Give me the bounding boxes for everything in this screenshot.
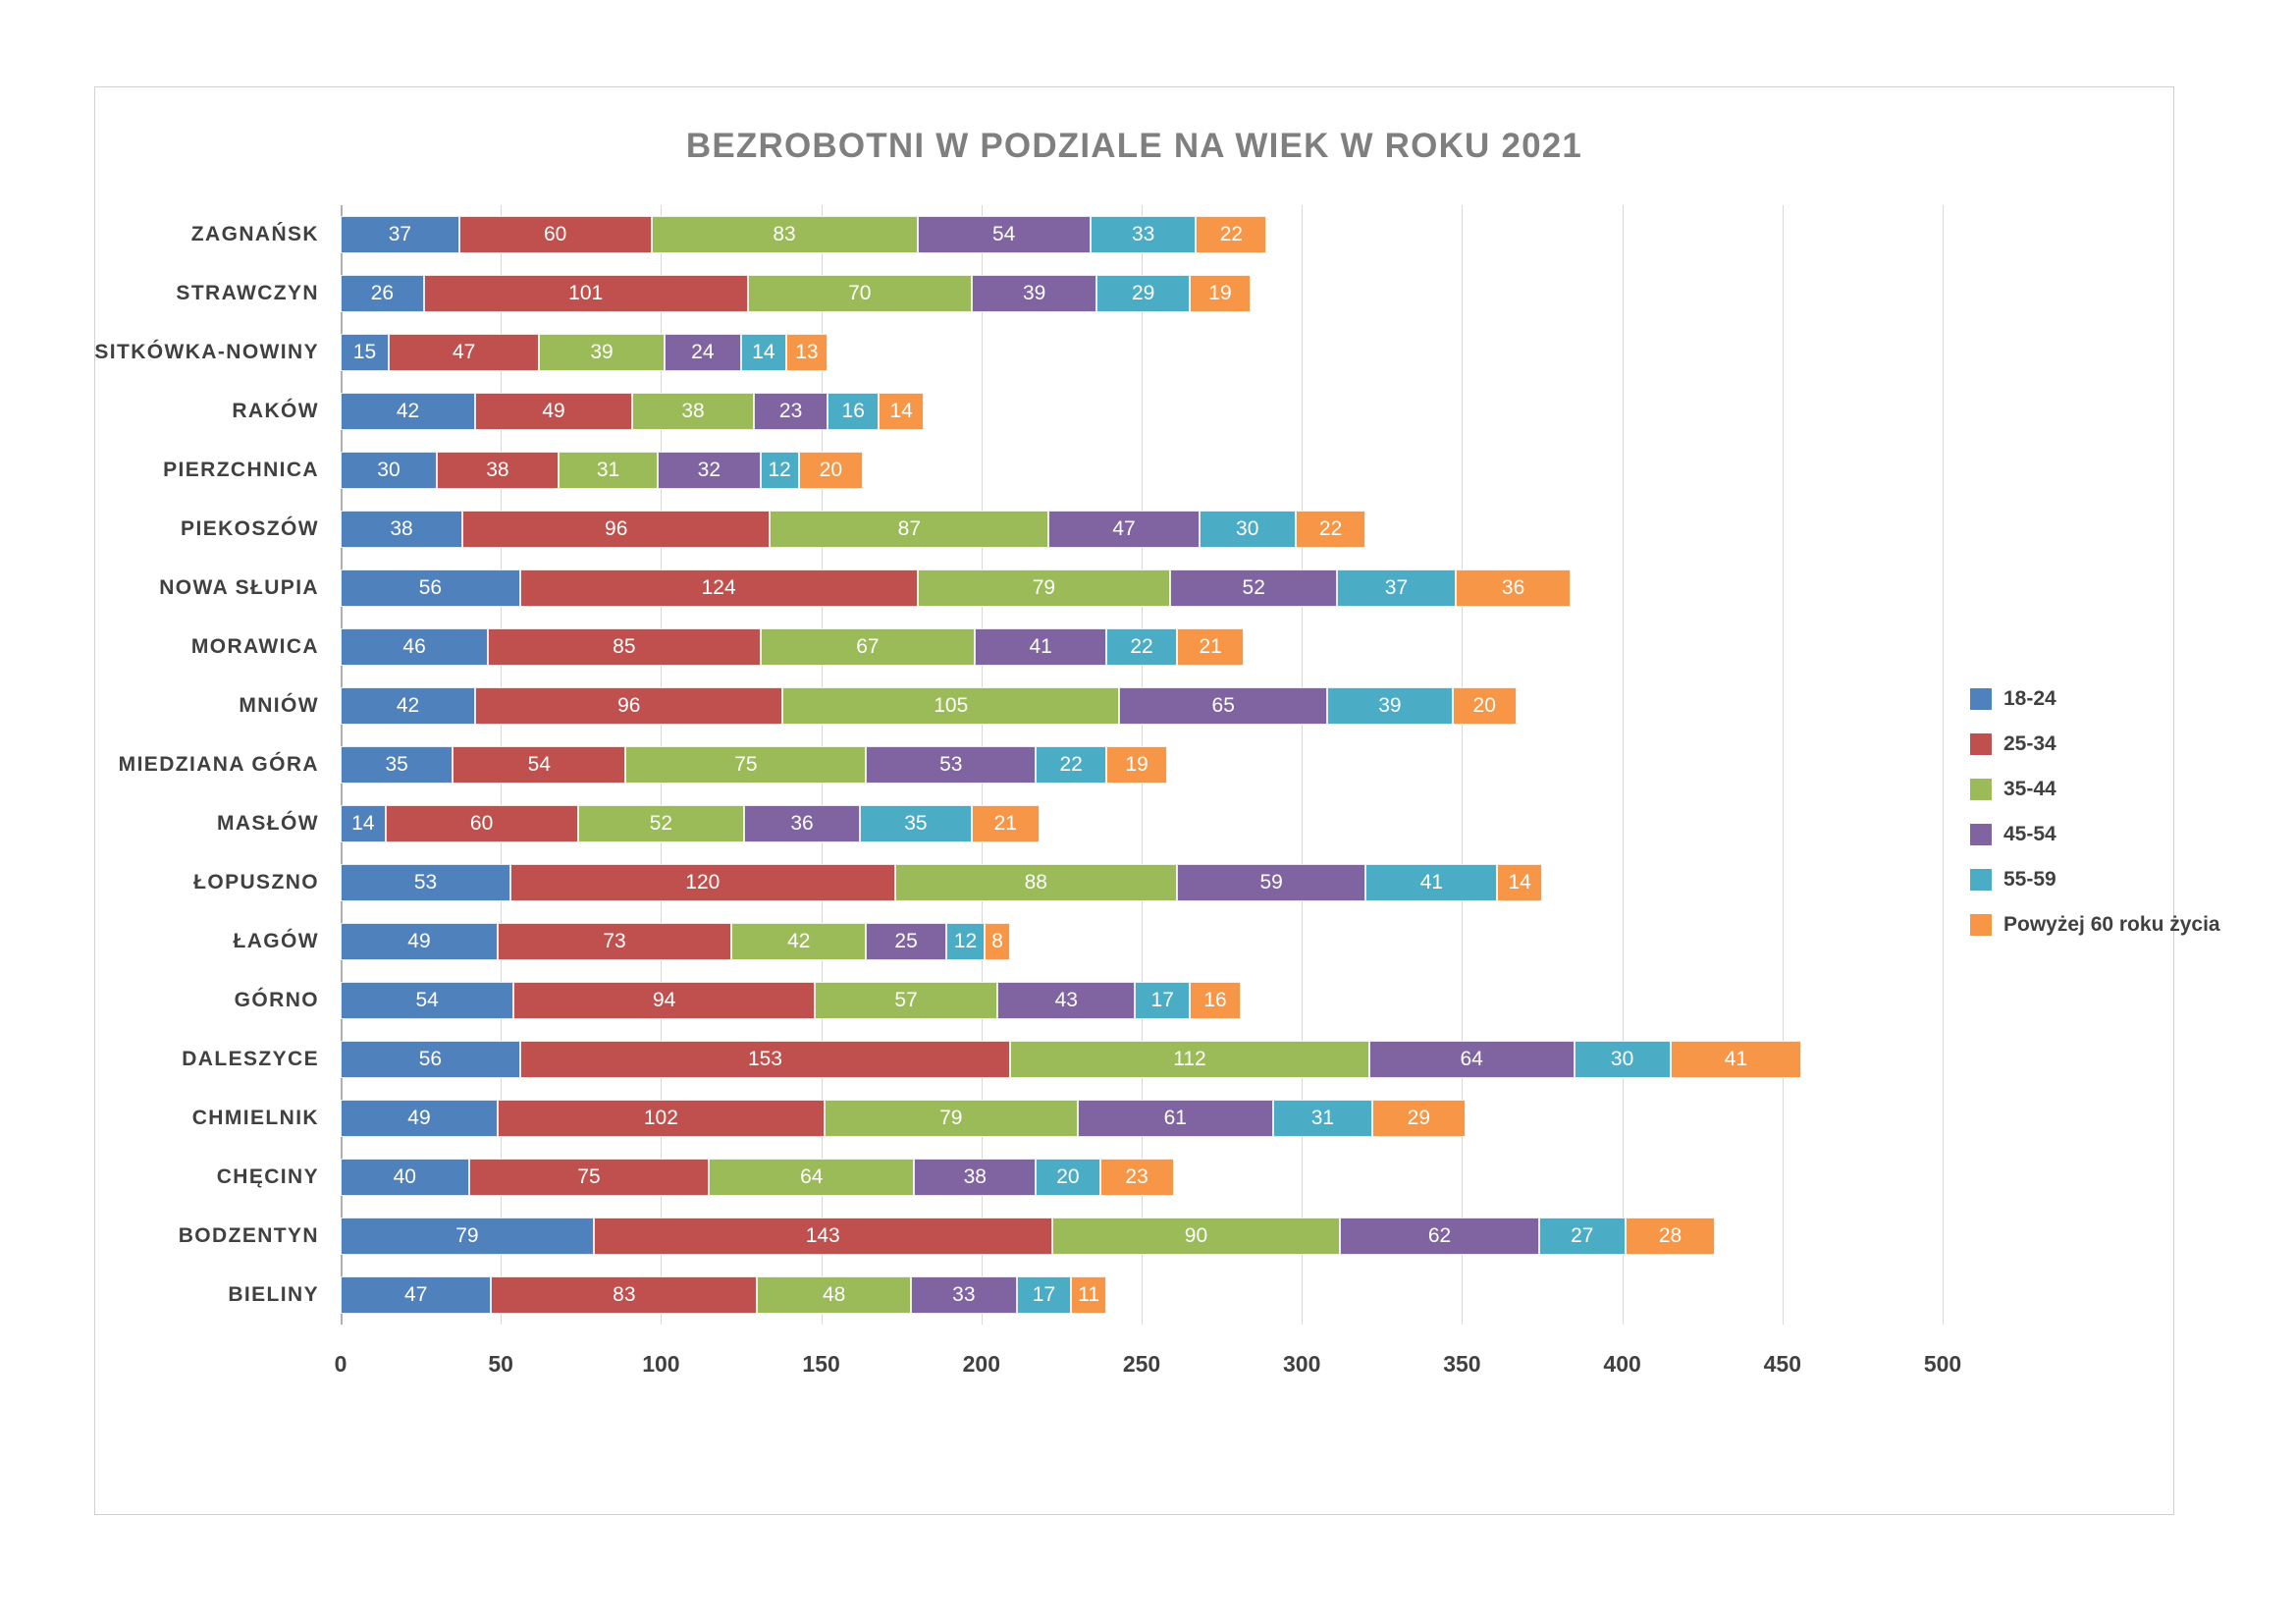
bar-segment: 41 bbox=[1671, 1041, 1802, 1078]
bar-segment: 43 bbox=[997, 982, 1135, 1019]
x-tick-label: 400 bbox=[1603, 1351, 1641, 1377]
category-label: SITKÓWKA-NOWINY bbox=[94, 340, 319, 363]
x-tick-label: 250 bbox=[1122, 1351, 1161, 1377]
bar-track bbox=[341, 805, 1943, 842]
bar-row bbox=[239, 687, 1943, 725]
bar-row bbox=[118, 746, 1943, 784]
bar-segment: 24 bbox=[665, 334, 741, 371]
bar-row bbox=[182, 1041, 1943, 1078]
bar-track bbox=[341, 628, 1943, 666]
bar-segment: 120 bbox=[510, 864, 895, 901]
bar-segment: 17 bbox=[1017, 1276, 1071, 1314]
legend-label: 25-34 bbox=[2003, 732, 2056, 755]
bar-segment: 105 bbox=[782, 687, 1119, 725]
category-label: STRAWCZYN bbox=[176, 281, 319, 304]
bar-segment: 75 bbox=[469, 1159, 710, 1196]
bar-segment: 22 bbox=[1196, 216, 1266, 253]
bar-segment: 53 bbox=[866, 746, 1036, 784]
bar-segment: 101 bbox=[424, 275, 748, 312]
bar-row bbox=[232, 393, 1943, 430]
legend-swatch-icon bbox=[1970, 688, 1992, 710]
bar-segment: 21 bbox=[1177, 628, 1245, 666]
legend-label: 18-24 bbox=[2003, 687, 2056, 710]
bar-segment: 85 bbox=[488, 628, 760, 666]
bar-segment: 143 bbox=[594, 1218, 1052, 1255]
gridline bbox=[1943, 205, 1944, 1325]
chart-container bbox=[94, 86, 2220, 1515]
bar-track bbox=[341, 216, 1943, 253]
bar-segment: 56 bbox=[341, 569, 520, 607]
bar-segment: 52 bbox=[578, 805, 745, 842]
bar-segment: 49 bbox=[341, 1100, 498, 1137]
bar-row bbox=[193, 864, 1943, 901]
bar-segment: 61 bbox=[1078, 1100, 1273, 1137]
bar-segment: 79 bbox=[918, 569, 1171, 607]
bar-segment: 19 bbox=[1106, 746, 1167, 784]
category-label: CHMIELNIK bbox=[191, 1106, 319, 1129]
bar-segment: 41 bbox=[1365, 864, 1497, 901]
bar-row bbox=[190, 628, 1943, 666]
bar-segment: 79 bbox=[825, 1100, 1078, 1137]
x-tick-label: 0 bbox=[334, 1351, 347, 1377]
bar-segment: 12 bbox=[761, 452, 799, 489]
category-label: NOWA SŁUPIA bbox=[159, 575, 319, 599]
bar-row bbox=[234, 982, 1943, 1019]
bar-track bbox=[341, 864, 1943, 901]
bar-segment: 62 bbox=[1340, 1218, 1538, 1255]
category-label: MORAWICA bbox=[190, 634, 319, 658]
bar-track bbox=[341, 511, 1943, 548]
plot-area bbox=[94, 205, 1962, 1383]
bar-segment: 33 bbox=[911, 1276, 1017, 1314]
bar-segment: 16 bbox=[1190, 982, 1241, 1019]
bar-segment: 36 bbox=[744, 805, 860, 842]
bar-segment: 22 bbox=[1106, 628, 1177, 666]
bar-segment: 54 bbox=[341, 982, 513, 1019]
x-tick-label: 350 bbox=[1443, 1351, 1481, 1377]
bar-segment: 35 bbox=[860, 805, 972, 842]
bar-segment: 65 bbox=[1119, 687, 1327, 725]
bar-segment: 54 bbox=[918, 216, 1091, 253]
bar-segment: 39 bbox=[972, 275, 1096, 312]
bar-row bbox=[216, 805, 1943, 842]
bar-segment: 83 bbox=[652, 216, 918, 253]
bar-segment: 42 bbox=[731, 923, 866, 960]
bar-segment: 12 bbox=[946, 923, 985, 960]
bar-segment: 20 bbox=[1036, 1159, 1099, 1196]
bar-segment: 33 bbox=[1091, 216, 1197, 253]
bar-track bbox=[341, 1159, 1943, 1196]
bar-segment: 26 bbox=[341, 275, 424, 312]
chart-legend bbox=[1970, 677, 2225, 947]
bar-track bbox=[341, 569, 1943, 607]
category-label: MIEDZIANA GÓRA bbox=[118, 752, 319, 776]
legend-label: 55-59 bbox=[2003, 868, 2056, 891]
bar-segment: 46 bbox=[341, 628, 488, 666]
bar-rows bbox=[94, 205, 1943, 1325]
legend-item[interactable] bbox=[1970, 767, 2225, 812]
bar-segment: 31 bbox=[1273, 1100, 1372, 1137]
bar-segment: 14 bbox=[879, 393, 924, 430]
bar-segment: 16 bbox=[828, 393, 879, 430]
category-label: ŁOPUSZNO bbox=[193, 870, 319, 893]
bar-segment: 49 bbox=[341, 923, 498, 960]
category-label: RAKÓW bbox=[232, 399, 319, 422]
bar-segment: 70 bbox=[748, 275, 972, 312]
bar-segment: 60 bbox=[459, 216, 652, 253]
bar-row bbox=[233, 923, 1943, 960]
x-tick-label: 200 bbox=[962, 1351, 1000, 1377]
bar-row bbox=[176, 275, 1943, 312]
bar-segment: 29 bbox=[1372, 1100, 1466, 1137]
legend-swatch-icon bbox=[1970, 779, 1992, 800]
bar-segment: 22 bbox=[1296, 511, 1366, 548]
bar-segment: 39 bbox=[1327, 687, 1452, 725]
bar-segment: 47 bbox=[1048, 511, 1199, 548]
bar-segment: 41 bbox=[975, 628, 1106, 666]
legend-label: Powyżej 60 roku życia bbox=[2003, 913, 2220, 936]
bar-segment: 96 bbox=[475, 687, 782, 725]
bar-segment: 38 bbox=[914, 1159, 1036, 1196]
bar-segment: 90 bbox=[1052, 1218, 1341, 1255]
bar-track bbox=[341, 452, 1943, 489]
bar-row bbox=[178, 1218, 1943, 1255]
bar-segment: 56 bbox=[341, 1041, 520, 1078]
bar-segment: 52 bbox=[1170, 569, 1337, 607]
bar-segment: 94 bbox=[513, 982, 815, 1019]
legend-swatch-icon bbox=[1970, 824, 1992, 845]
bar-segment: 38 bbox=[437, 452, 559, 489]
bar-track bbox=[341, 1276, 1943, 1314]
bar-segment: 37 bbox=[1337, 569, 1456, 607]
category-label: DALESZYCE bbox=[182, 1047, 319, 1070]
bar-segment: 79 bbox=[341, 1218, 594, 1255]
bar-segment: 17 bbox=[1135, 982, 1189, 1019]
bar-segment: 37 bbox=[341, 216, 459, 253]
bar-segment: 39 bbox=[539, 334, 664, 371]
category-label: MASŁÓW bbox=[216, 811, 319, 835]
bar-segment: 42 bbox=[341, 687, 475, 725]
bar-segment: 23 bbox=[1100, 1159, 1174, 1196]
bar-segment: 14 bbox=[1497, 864, 1542, 901]
bar-track bbox=[341, 1218, 1943, 1255]
bar-segment: 47 bbox=[341, 1276, 491, 1314]
bar-segment: 25 bbox=[866, 923, 946, 960]
bar-segment: 27 bbox=[1539, 1218, 1626, 1255]
bar-segment: 20 bbox=[1453, 687, 1517, 725]
bar-segment: 38 bbox=[632, 393, 754, 430]
category-label: MNIÓW bbox=[239, 693, 319, 717]
category-label: BODZENTYN bbox=[178, 1223, 319, 1247]
legend-item[interactable] bbox=[1970, 857, 2225, 902]
bar-track bbox=[341, 1041, 1943, 1078]
bar-track bbox=[341, 746, 1943, 784]
bar-row bbox=[181, 511, 1943, 548]
bar-segment: 19 bbox=[1190, 275, 1251, 312]
bar-row bbox=[159, 569, 1943, 607]
category-label: ZAGNAŃSK bbox=[190, 222, 319, 245]
bar-row bbox=[163, 452, 1943, 489]
legend-swatch-icon bbox=[1970, 869, 1992, 891]
bar-segment: 23 bbox=[754, 393, 828, 430]
category-label: PIEKOSZÓW bbox=[181, 516, 319, 540]
bar-segment: 153 bbox=[520, 1041, 1010, 1078]
bar-segment: 75 bbox=[625, 746, 866, 784]
bar-track bbox=[341, 982, 1943, 1019]
legend-label: 45-54 bbox=[2003, 823, 2056, 845]
bar-segment: 57 bbox=[815, 982, 997, 1019]
x-tick-label: 450 bbox=[1763, 1351, 1801, 1377]
bar-segment: 124 bbox=[520, 569, 918, 607]
category-label: PIERZCHNICA bbox=[163, 458, 319, 481]
bar-track bbox=[341, 687, 1943, 725]
legend-label: 35-44 bbox=[2003, 778, 2056, 800]
bar-segment: 42 bbox=[341, 393, 475, 430]
bar-segment: 22 bbox=[1036, 746, 1106, 784]
bar-segment: 73 bbox=[498, 923, 731, 960]
x-tick-label: 500 bbox=[1923, 1351, 1962, 1377]
x-tick-label: 150 bbox=[802, 1351, 840, 1377]
x-tick-label: 300 bbox=[1283, 1351, 1321, 1377]
bar-track bbox=[341, 334, 1943, 371]
bar-row bbox=[228, 1276, 1943, 1314]
bar-segment: 83 bbox=[491, 1276, 757, 1314]
category-label: CHĘCINY bbox=[216, 1164, 319, 1188]
bar-segment: 30 bbox=[341, 452, 437, 489]
category-label: GÓRNO bbox=[234, 988, 319, 1011]
legend-item[interactable] bbox=[1970, 677, 2225, 722]
x-tick-label: 100 bbox=[642, 1351, 680, 1377]
bar-track bbox=[341, 275, 1943, 312]
bar-segment: 20 bbox=[799, 452, 863, 489]
bar-segment: 59 bbox=[1177, 864, 1366, 901]
bar-segment: 14 bbox=[741, 334, 786, 371]
x-tick-label: 50 bbox=[488, 1351, 513, 1377]
bar-segment: 102 bbox=[498, 1100, 825, 1137]
bar-segment: 60 bbox=[386, 805, 578, 842]
bar-segment: 11 bbox=[1071, 1276, 1106, 1314]
chart-title: BEZROBOTNI W PODZIALE NA WIEK W ROKU 2021 bbox=[685, 127, 1583, 165]
bar-segment: 47 bbox=[389, 334, 539, 371]
bar-segment: 29 bbox=[1096, 275, 1190, 312]
bar-segment: 88 bbox=[895, 864, 1177, 901]
bar-segment: 21 bbox=[972, 805, 1040, 842]
bar-segment: 28 bbox=[1626, 1218, 1715, 1255]
bar-segment: 30 bbox=[1575, 1041, 1671, 1078]
bar-segment: 112 bbox=[1010, 1041, 1369, 1078]
category-label: ŁAGÓW bbox=[233, 929, 319, 952]
bar-segment: 87 bbox=[770, 511, 1048, 548]
legend-item[interactable] bbox=[1970, 902, 2225, 947]
bar-row bbox=[191, 1100, 1943, 1137]
bar-segment: 30 bbox=[1200, 511, 1296, 548]
bar-segment: 49 bbox=[475, 393, 632, 430]
legend-item[interactable] bbox=[1970, 722, 2225, 767]
bar-segment: 32 bbox=[658, 452, 760, 489]
bar-segment: 14 bbox=[341, 805, 386, 842]
bar-segment: 15 bbox=[341, 334, 389, 371]
bar-segment: 48 bbox=[757, 1276, 911, 1314]
bar-segment: 31 bbox=[559, 452, 658, 489]
category-label: BIELINY bbox=[228, 1282, 319, 1306]
bar-row bbox=[94, 334, 1943, 371]
bar-segment: 40 bbox=[341, 1159, 469, 1196]
bar-segment: 64 bbox=[1369, 1041, 1575, 1078]
bar-track bbox=[341, 393, 1943, 430]
bar-segment: 8 bbox=[985, 923, 1010, 960]
bar-track bbox=[341, 1100, 1943, 1137]
bar-segment: 64 bbox=[709, 1159, 914, 1196]
bar-segment: 13 bbox=[786, 334, 828, 371]
bar-segment: 96 bbox=[462, 511, 770, 548]
bar-segment: 67 bbox=[761, 628, 976, 666]
bar-segment: 38 bbox=[341, 511, 462, 548]
legend-item[interactable] bbox=[1970, 812, 2225, 857]
bar-row bbox=[216, 1159, 1943, 1196]
legend-swatch-icon bbox=[1970, 914, 1992, 936]
bar-segment: 53 bbox=[341, 864, 510, 901]
legend-swatch-icon bbox=[1970, 733, 1992, 755]
bar-segment: 36 bbox=[1456, 569, 1572, 607]
bar-segment: 35 bbox=[341, 746, 453, 784]
bar-row bbox=[190, 216, 1943, 253]
bar-segment: 54 bbox=[453, 746, 625, 784]
bar-track bbox=[341, 923, 1943, 960]
